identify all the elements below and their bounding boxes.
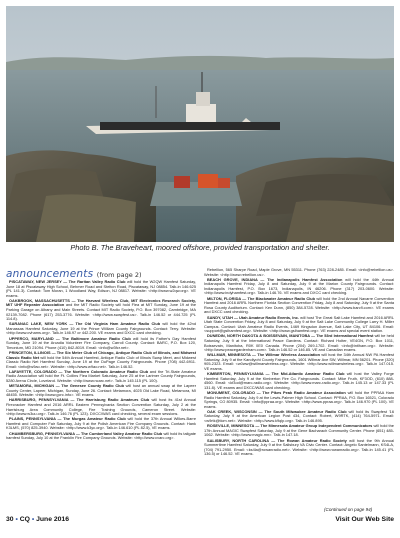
bullet-icon: • <box>31 516 35 523</box>
list-item: PLAINS, PENNSYLVANIA — The Murgas Amateur Radio Club will hold the 37th Annual Wilkes-Barre Hamfest and Computer Fair Saturday, July 9 at the Polish American Fire Company Grounds. Contact: Hank K3LMS, (570) 825-3940. Website: <http://www.k3yc.org>. Talk-in 146.610 (PL 82.5), VE exams. <box>6 416 197 431</box>
page-number: 30 <box>6 516 14 523</box>
list-item: UPPERCO, MARYLAND — The Baltimore Amateur Radio Club will hold its Father's Day Hamfest Sunday, June 19 at the Arcadia Volunteer Fire Company, Carroll County. Contact: BARC, P.O. Box 120, Timonium, MD 21094. Phone (410) 842-8019. Email: <info@w3fcr.net>. <box>6 335 196 350</box>
list-item: MILTON, FLORIDA — The Blackwater Amateur Radio Club will hold the 2nd Annual Navarre Convention Hamfest and 2016 ARRL Northern Florida Section Convention Friday, July 8 and Saturday, July 9 at the Santa Rosa County Auditorium. Contact: Ken Dunn, (850) 384-5728. Website: <http://www.barcfl.com>. VE exams and DXCC card checking. <box>204 295 394 315</box>
page-folio <box>6 516 69 523</box>
continued-on-note: (Continued on page 94) <box>324 507 373 512</box>
magazine-name: CQ <box>19 516 30 523</box>
list-item: OAK CREEK, WISCONSIN — The South Milwaukee Amateur Radio Club will hold its Swapfest '16 Saturday, July 9 at the American Legion Post 434, Contact: Robert, W9RTK, (414) 764-5971. Email: <w9rtk@ticm.net>. Website: <http://www.k9qlp.org>. Talk-in 146.895. <box>204 408 394 423</box>
issue-date: June 2016 <box>36 516 69 523</box>
list-item: MONUMENT, COLORADO — The Pikes Peak Radio Amateur Association will hold the PPRAA Ham Radio Hamfest Saturday, July 9 at the Lewis-Palmer High School. Contact: PPRAA, P.O. Box 16521, Colorado Springs, CO 80935. Email: <info@ppraa.org>. Website: <http://www.ppraa.org>. Talk-in 146.970 (PL 100). VE exams. <box>204 390 394 409</box>
list-item: BEACH GROVE, INDIANA — The Indianapolis Hamfest Association will hold the 44th Annual Indianapolis Hamfest Friday, July 8 and Saturday, July 9 at the Marion County Fairgrounds. Contact: Indianapolis Hamfest, P.O. Box 1673, Indianapolis, IN 46206. Phone (317) 203-0600. Website: <http://www.indyhamfest.org>. Talk-in 146.76. VE exams and DXCC card checking. <box>204 276 394 296</box>
list-item: SARANAC LAKE, NEW YORK — The Old Virginia Ham Amateur Radio Club will hold the 42nd Manassas Hamfest Saturday, June 19 at the Prince William County Fairgrounds. Contact: Terry. Website: <http://www.ovhams.org>. Talk-in 146.97 or 442.200. VE exams and DXCC card checking. <box>6 321 196 336</box>
list-item: HARRISBURG, PENNSYLVANIA — The Harrisburg Radio Amateurs Club will host its 41st Annual Firecracker Hamfest and 2016 ARRL Eastern Pennsylvania Section Convention Saturday, July 2 at the Harrisburg Area Community College, Fire Training Grounds, Cameron Street. Website: <http://www.w3uu.org>. Talk-in 146.76 (PL 123). DXCC/WAS card checking, several exam sessions. <box>6 397 196 417</box>
list-item: DUNEDIN, NORTH DAKOTA & BOISSEVAIN, MANITOBA — The 53rd International Hamfest will be held Saturday, July 9 at the International Peace Gardens. Contact: Richard Holter, VE4GN, P.O. Box 1011, Boissevain, Manitoba, R0K 0E0 Canada. Phone (204) 269-1702. Email: <info@intlham.org>. Website: <http://www.peacegardenham.com>. Talk-in 146.52 or 146.85. VE and Canadian exams. <box>204 333 394 353</box>
list-item: ROSEVILLE, MINNESOTA — The Minnesota Amateur Group Independent Communicators will hold the 17th Annual MAGIC Swapfest Saturday, July 9 at the Gene Bacharach Community Center. Phone (651) 485-1062. Website: <http://www.magic.mn>. Talk-in 147.18. <box>204 423 394 438</box>
list-item: PISCATAWAY, NEW JERSEY — The Raritan Valley Radio Club will hold the W2QW Hamfest Saturday, June 18 at Piscataway High School, Behmer Road and Stelton Road, Piscataway, NJ 08854. Talk-in 146.625 (PL 141.3). Contact: Tom Moran, 1 Woodland Way, Edison, NJ 08817. Website: <http://www.w2qw.org>. VE exams. <box>6 279 196 298</box>
list-item: Rebellion, 565 Sharpe Road, Maple Grove, MN 55311. Phone (763) 228-2485. Email: <info@rebellion.us>. Website: <http://www.rebellion.us>. <box>204 267 394 277</box>
list-item: KIMBERTON, PENNSYLVANIA — The Mid-Atlantic Amateur Radio Club will host the Valley Forge Hamfest Saturday, July 9 at the Kimberton Fire Co. Fairgrounds. Contact: Mike Fruth, KF3OD, (610) 888-4560. Email: <kf3od@marc-radio.org>. Website: <http://www.marc-radio.org>. Talk-in 145.13 or 147.33 (PL 131.8). VE exams and DXCC/WAS card checking. <box>204 371 394 390</box>
announcements-column-left <box>6 280 196 441</box>
photo-caption: Photo B. The Braveheart, moored offshore, provided transportation and shelter. <box>70 243 330 252</box>
announcements-column-right <box>204 268 394 457</box>
list-item: OAKBROOK, MASSACHUSETTS — The Harvard Wireless Club, MIT Electronics Research Society, MIT UHF Repeater Association and the MIT Radio Society will hold Flea at MIT Sunday, June 19 at the Parking Garage on Albany and Main Streets. Contact MIT Radio Society, P.O. Box 397082, Cambridge, MA 02139-7082. Phone (617) 253-3776. Website: <http://www.swapfest.us>. Talk-in 146.52 or 444.725 (PL 114.8). <box>6 297 196 322</box>
list-item: SANDY, UTAH — Utah Amateur Radio Events, Inc. will host The Great Salt Lake Hamfest and 2016 ARRL Utah State Convention Friday, July 8 and Saturday, July 9 at the Salt Lake Community College Larry H. Miller Campus. Contact: Utah Amateur Radio Events, 1469 Kingsdon Avenue, Salt Lake City, UT 84106. Email: <support@gslhamfest.org>. Website: <http://www.gslhamfest.org>. VE exams and special event station. <box>204 314 395 334</box>
list-item: PRINCETON, ILLINOIS — The Six Meter Club of Chicago, Antique Radio Club of Illinois, and Midwest Classic Radio Net will hold the 54th Annual Hamfest, Antique Radio Club of Illinois Swap Meet, and Midwest Classic Radio Net Hamfest Sunday, June 19 at the DuPage County Fairgrounds. Phone (708) 442-6911. Email: <info@w9ao.net>. Website: <http://www.w9ao.net>. Talk-in 146.52. <box>6 349 196 369</box>
continued-from-note: (from page 2) <box>96 271 142 279</box>
website-promo: Visit Our Web Site <box>335 516 394 523</box>
list-item: CHAMBERSBURG, PENNSYLVANIA — The Cumberland Valley Amateur Radio Club will hold its tailgate hamfest Sunday, July 10 at the Franklin Fire Company Grounds. Website: <http://www.cvarc.org>. <box>6 430 196 441</box>
section-title: announcements <box>6 268 94 280</box>
bullet-icon: • <box>15 516 18 523</box>
boat-photo <box>6 6 394 242</box>
harbor-scene-image <box>6 6 394 242</box>
list-item: WILLMAR, MINNESOTA — The Willmar Wireless Association will host the 34th Annual NW PA Hamfest Saturday, July 9 at the Kandiyohi County Fairgrounds, 1601 Willmar Ave SW, Willmar, MN 56201. Phone (320) 905-2323. Email: <w0ww@willmarwireless.org>. Website: <http://www.willmarwireless.org>. Talk-in 147.015. VE exams. <box>204 352 394 371</box>
list-item: SALISBURY, NORTH CAROLINA — The Rowan Amateur Radio Society will host the 9th Annual Summertime Hamfest Saturday, July 9 at the Salisbury VA Civic Center. Contact: Angelo Santelmann, KS4LA, (704) 791-2950. Email: <ks4la@rowanradio.net>. Website: <http://www.rowanradio.org>. Talk-in 145.41 (PL 136.5) or 146.52. VE exams. <box>204 437 394 457</box>
list-item: LAFAYETTE, COLORADO — The Northern Colorado Amateur Radio Club and the Tri-State Amateur Radio Association will hold the Ft. Collins Flea Market Saturday, June 25 at the Larimer County Fairgrounds, 5280 Arena Circle, Loveland. Website: <http://www.ncarc.net>. Talk-in 145.115 (PL 100). <box>6 368 196 383</box>
list-item: METAMORA, MICHIGAN — The Genesee County Radio Club will host an annual swap at the Lapeer County Center, Lapeer, Michigan, Sunday, June 26. Contact: Metamora, 4025 Old Lake Road, Metamora, MI 48455. Website: <http://www.gcrc.info>. VE exams. <box>6 383 196 398</box>
page-footer <box>6 516 394 526</box>
